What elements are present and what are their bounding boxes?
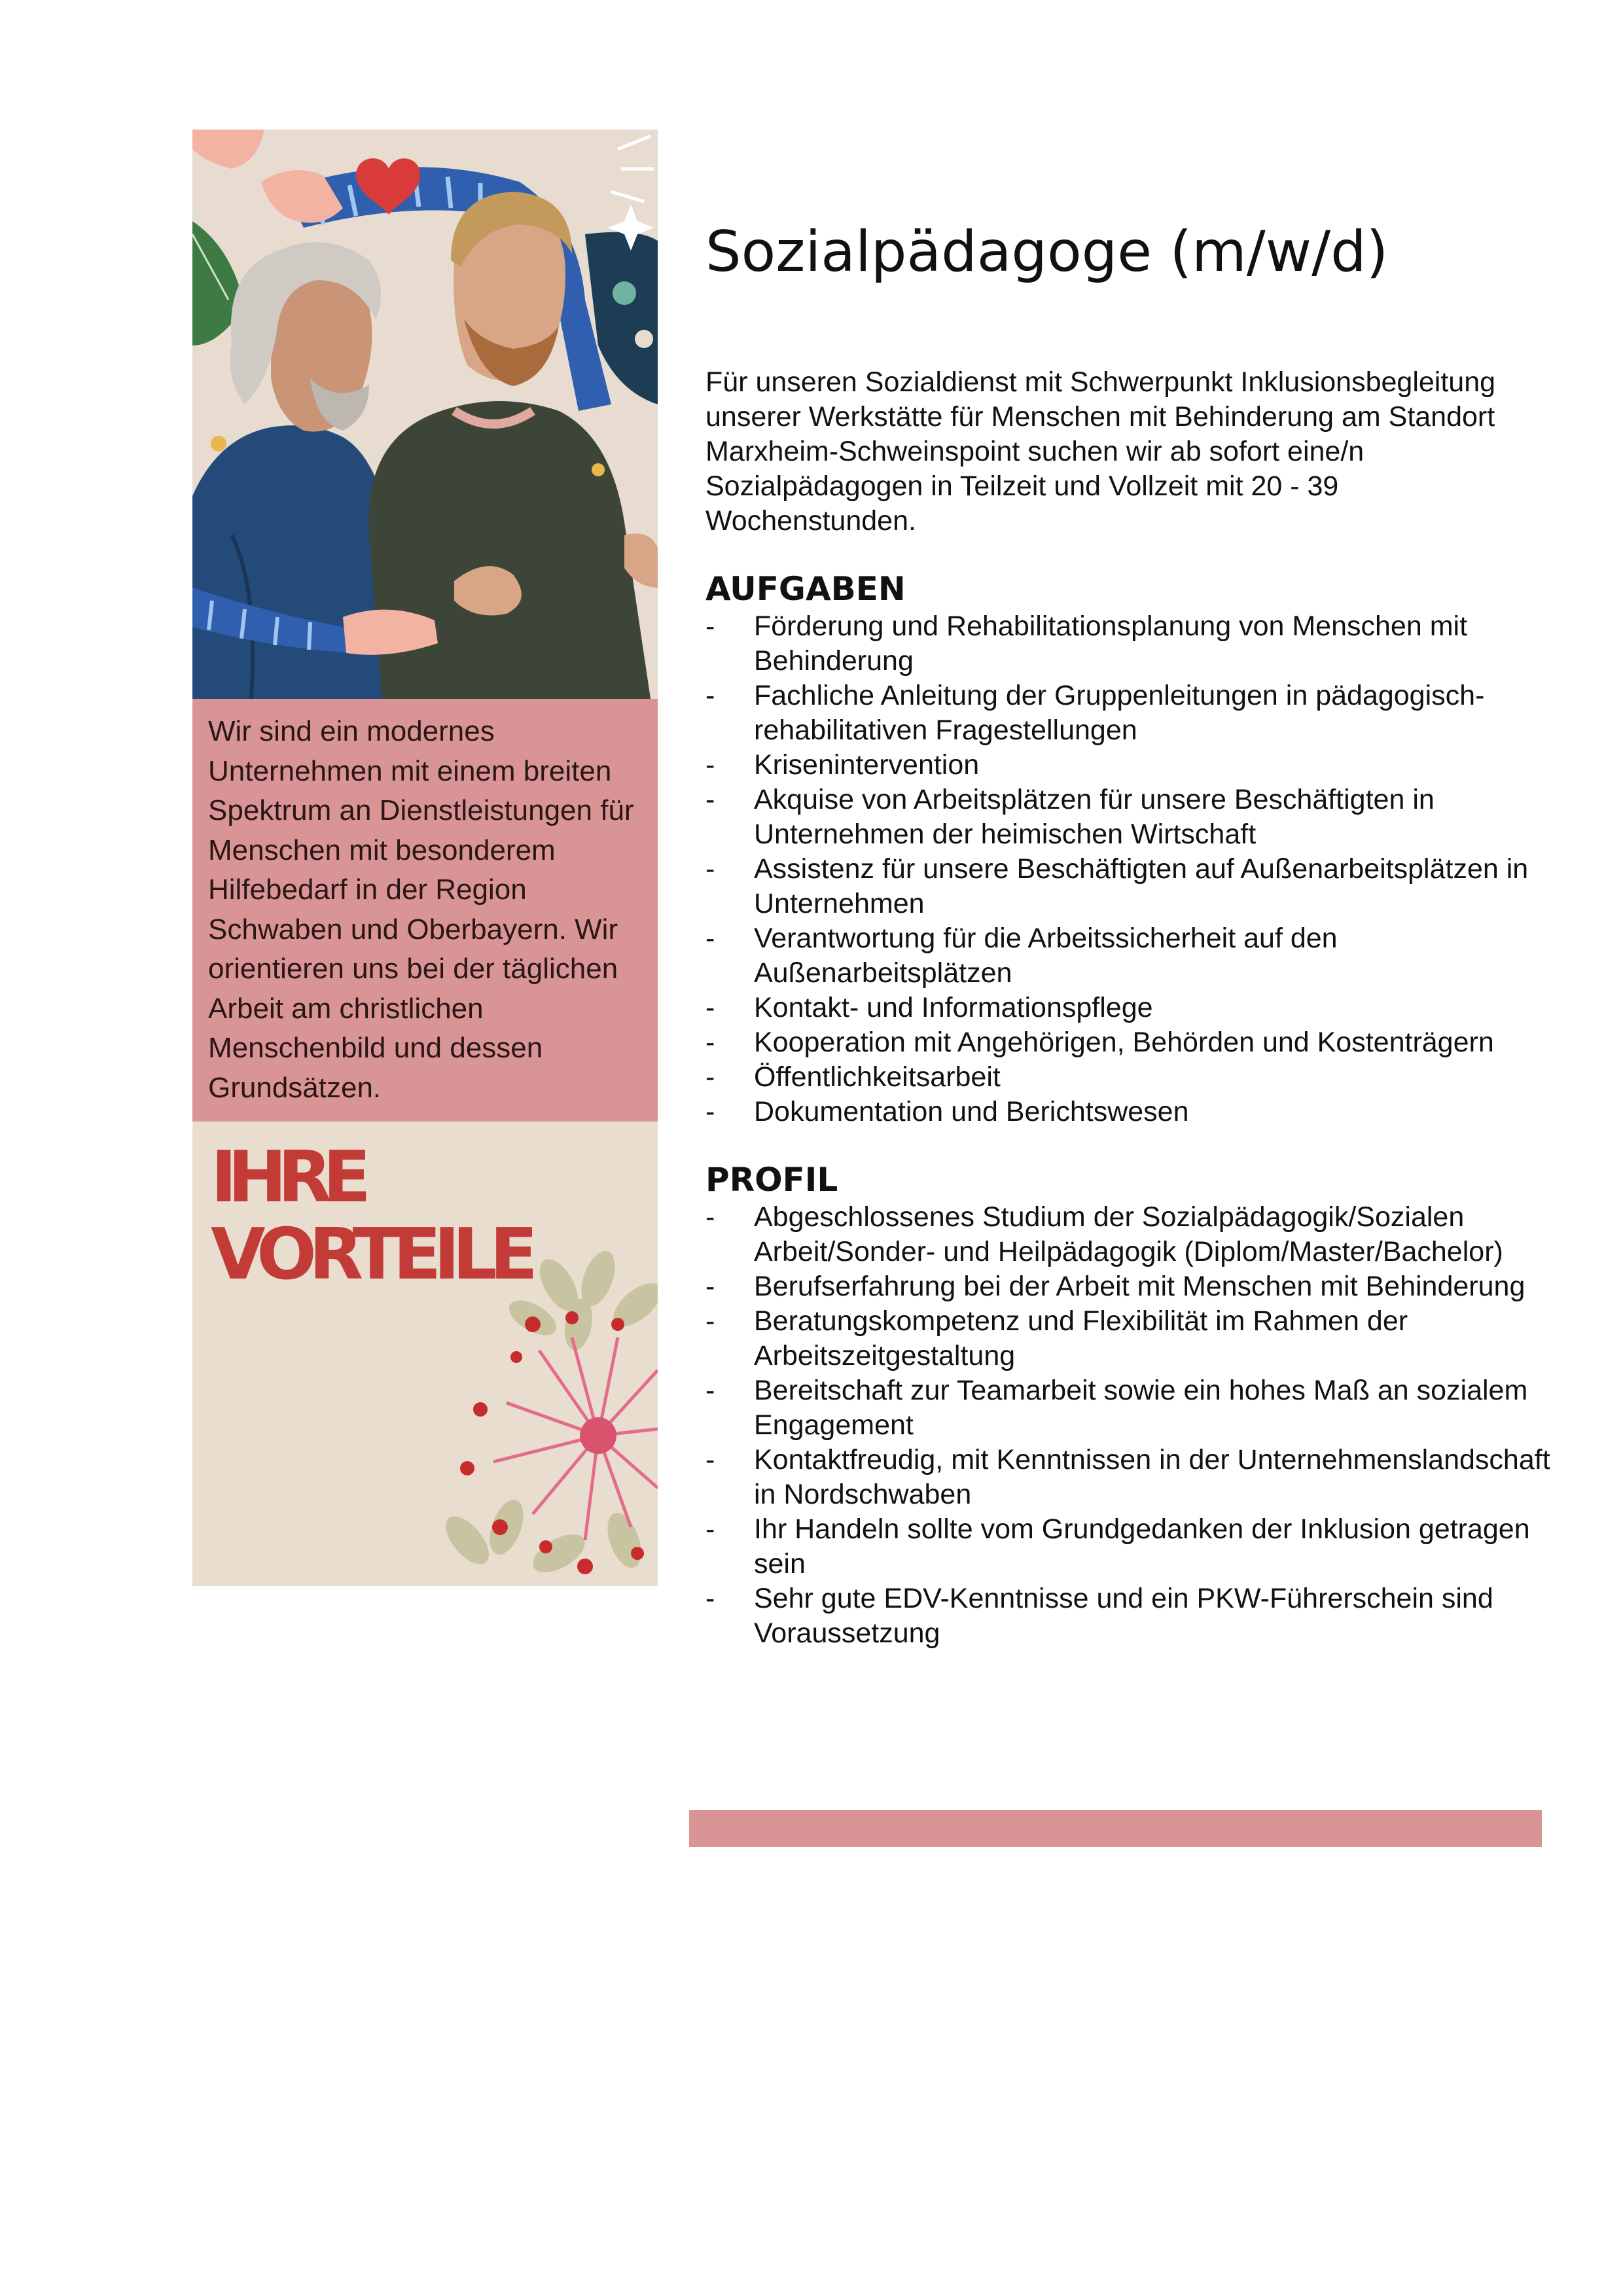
company-intro: Wir sind ein modernes Unternehmen mit einem breiten Spektrum an Dienstleistungen für Menschen mit besonderem Hilfebedarf in der Region Schwaben und Oberbayern. Wir orientieren uns bei der täglichen Arbeit am christlichen Menschenbild und dessen Grundsätzen. <box>192 699 658 1122</box>
list-item: - Berufserfahrung bei der Arbeit mit Menschen mit Behinderung <box>705 1269 1556 1304</box>
page-title: Sozialpädagoge (m/w/d) <box>705 219 1389 285</box>
list-item: - Öffentlichkeitsarbeit <box>705 1060 1556 1095</box>
benefits-heading-line2: VORTEILE <box>211 1214 538 1296</box>
list-item: - Abgeschlossenes Studium der Sozialpädagogik/Sozialen Arbeit/Sonder- und Heilpädagogik (Diplom/Master/Bachelor) <box>705 1200 1556 1269</box>
list-item: - Sehr gute EDV-Kenntnisse und ein PKW-Führerschein sind Voraussetzung <box>705 1581 1556 1651</box>
footer-accent-bar <box>689 1810 1542 1847</box>
list-item: - Akquise von Arbeitsplätzen für unsere Beschäftigten in Unternehmen der heimischen Wirtschaft <box>705 783 1556 852</box>
aufgaben-list <box>705 609 1556 1129</box>
list-item: - Förderung und Rehabilitationsplanung von Menschen mit Behinderung <box>705 609 1556 679</box>
main-content <box>705 209 1556 1651</box>
list-item: - Beratungskompetenz und Flexibilität im Rahmen der Arbeitszeitgestaltung <box>705 1304 1556 1373</box>
team-photo <box>192 130 658 699</box>
profil-heading: PROFIL <box>705 1161 838 1199</box>
profil-list <box>705 1200 1556 1651</box>
list-item: - Dokumentation und Berichtswesen <box>705 1095 1556 1129</box>
list-item: - Ihr Handeln sollte vom Grundgedanken der Inklusion getragen sein <box>705 1512 1556 1581</box>
benefits-banner <box>192 1122 658 1586</box>
aufgaben-heading: AUFGABEN <box>705 570 906 608</box>
list-item: - Fachliche Anleitung der Gruppenleitungen in pädagogisch-rehabilitativen Fragestellungen <box>705 679 1556 748</box>
list-item: - Bereitschaft zur Teamarbeit sowie ein hohes Maß an sozialem Engagement <box>705 1373 1556 1443</box>
list-item: - Krisenintervention <box>705 748 1556 783</box>
list-item: - Kontakt- und Informationspflege <box>705 991 1556 1025</box>
job-intro: Für unseren Sozialdienst mit Schwerpunkt Inklusionsbegleitung unserer Werkstätte für Menschen mit Behinderung am Standort Marxheim-Schweinspoint suchen wir ab sofort eine/n Sozialpädagogen in Teilzeit und Vollzeit mit 20 - 39 Wochenstunden. <box>705 366 1496 537</box>
benefits-heading-line1: IHRE <box>211 1137 371 1218</box>
list-item: - Verantwortung für die Arbeitssicherheit auf den Außenarbeitsplätzen <box>705 921 1556 991</box>
list-item: - Assistenz für unsere Beschäftigten auf Außenarbeitsplätzen in Unternehmen <box>705 852 1556 921</box>
list-item: - Kooperation mit Angehörigen, Behörden und Kostenträgern <box>705 1025 1556 1060</box>
sidebar <box>192 130 658 1586</box>
list-item: - Kontaktfreudig, mit Kenntnissen in der Unternehmenslandschaft in Nordschwaben <box>705 1443 1556 1512</box>
